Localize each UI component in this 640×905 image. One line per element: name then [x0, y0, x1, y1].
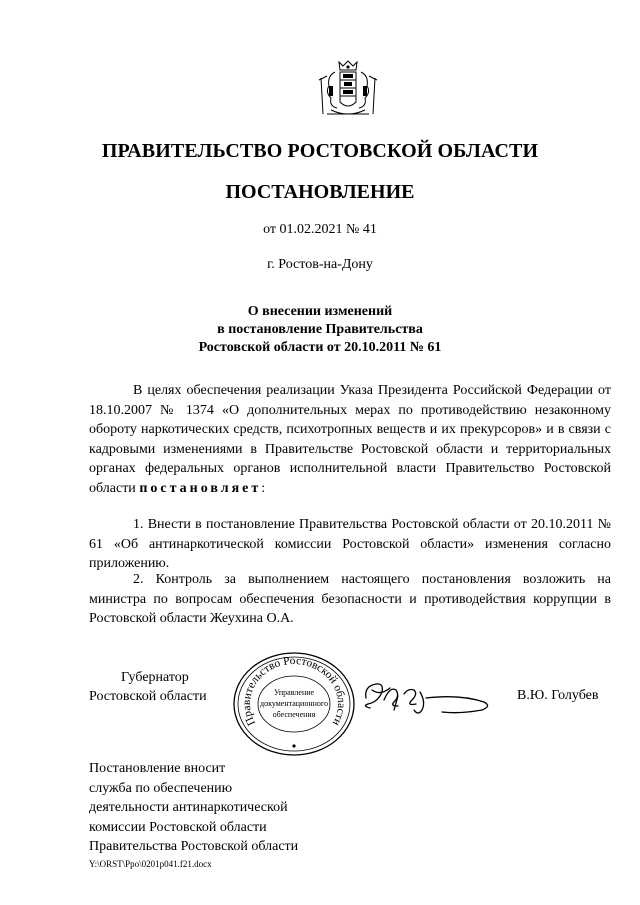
- preamble-text: В целях обеспечения реализации Указа Президента Российской Федерации от 18.10.2007 № 1374 «О дополнительных мерах по противодействию незаконному обороту наркотических средств, психотропных веществ и их прекурсоров» и в связи с кадровыми изменениями в Правительстве Ростовской области и территориальных органах федеральных органов исполнительной власти Правительство Ростовской области: [89, 383, 611, 496]
- seal-inner-line: документационного: [260, 699, 328, 708]
- signatory-name: В.Ю. Голубев: [517, 688, 599, 703]
- file-path: Y:\ORST\Ppo\0201p041.f21.docx: [89, 859, 212, 869]
- city: г. Ростов-на-Дону: [267, 257, 373, 272]
- decree-word: постановляет: [139, 480, 262, 496]
- introducer-line: Правительства Ростовской области: [89, 839, 299, 855]
- seal-inner-line: Управление: [273, 688, 315, 697]
- introducer-block: [89, 759, 298, 857]
- handwritten-signature: [360, 676, 495, 718]
- organization-title: ПРАВИТЕЛЬСТВО РОСТОВСКОЙ ОБЛАСТИ: [101, 140, 539, 162]
- coat-of-arms-icon: [313, 58, 383, 122]
- signatory-title: [89, 668, 214, 706]
- subject-line: в постановление Правительства: [217, 322, 423, 337]
- seal-outer-text: Правительство Ростовской области: [240, 654, 348, 728]
- decree-colon: :: [261, 480, 266, 496]
- date-number: от 01.02.2021 № 41: [263, 222, 377, 237]
- document-subject: [0, 303, 640, 357]
- signatory-title-line: Губернатор: [121, 670, 189, 685]
- decree-item-2: 2. Контроль за выполнением настоящего постановления возложить на министра по вопросам обеспечения безопасности и противодействия коррупции в Ростовской области Жеухина О.А.: [89, 572, 611, 627]
- preamble-paragraph: [89, 381, 611, 499]
- introducer-line: комиссии Ростовской области: [89, 819, 267, 835]
- document-type: ПОСТАНОВЛЕНИЕ: [225, 181, 415, 203]
- official-seal: [231, 651, 357, 757]
- decree-item-1: 1. Внести в постановление Правительства Ростовской области от 20.10.2011 № 61 «Об антинаркотической комиссии Ростовской области» изменения согласно приложению.: [89, 517, 611, 572]
- introducer-line: деятельности антинаркотической: [89, 800, 288, 816]
- signatory-title-line: Ростовской области: [89, 689, 207, 704]
- introducer-line: Постановление вносит: [89, 761, 226, 776]
- subject-line: Ростовской области от 20.10.2011 № 61: [198, 340, 442, 355]
- introducer-line: служба по обеспечению: [89, 780, 233, 796]
- subject-line: О внесении изменений: [247, 304, 393, 319]
- seal-inner-line: обеспечения: [272, 710, 316, 719]
